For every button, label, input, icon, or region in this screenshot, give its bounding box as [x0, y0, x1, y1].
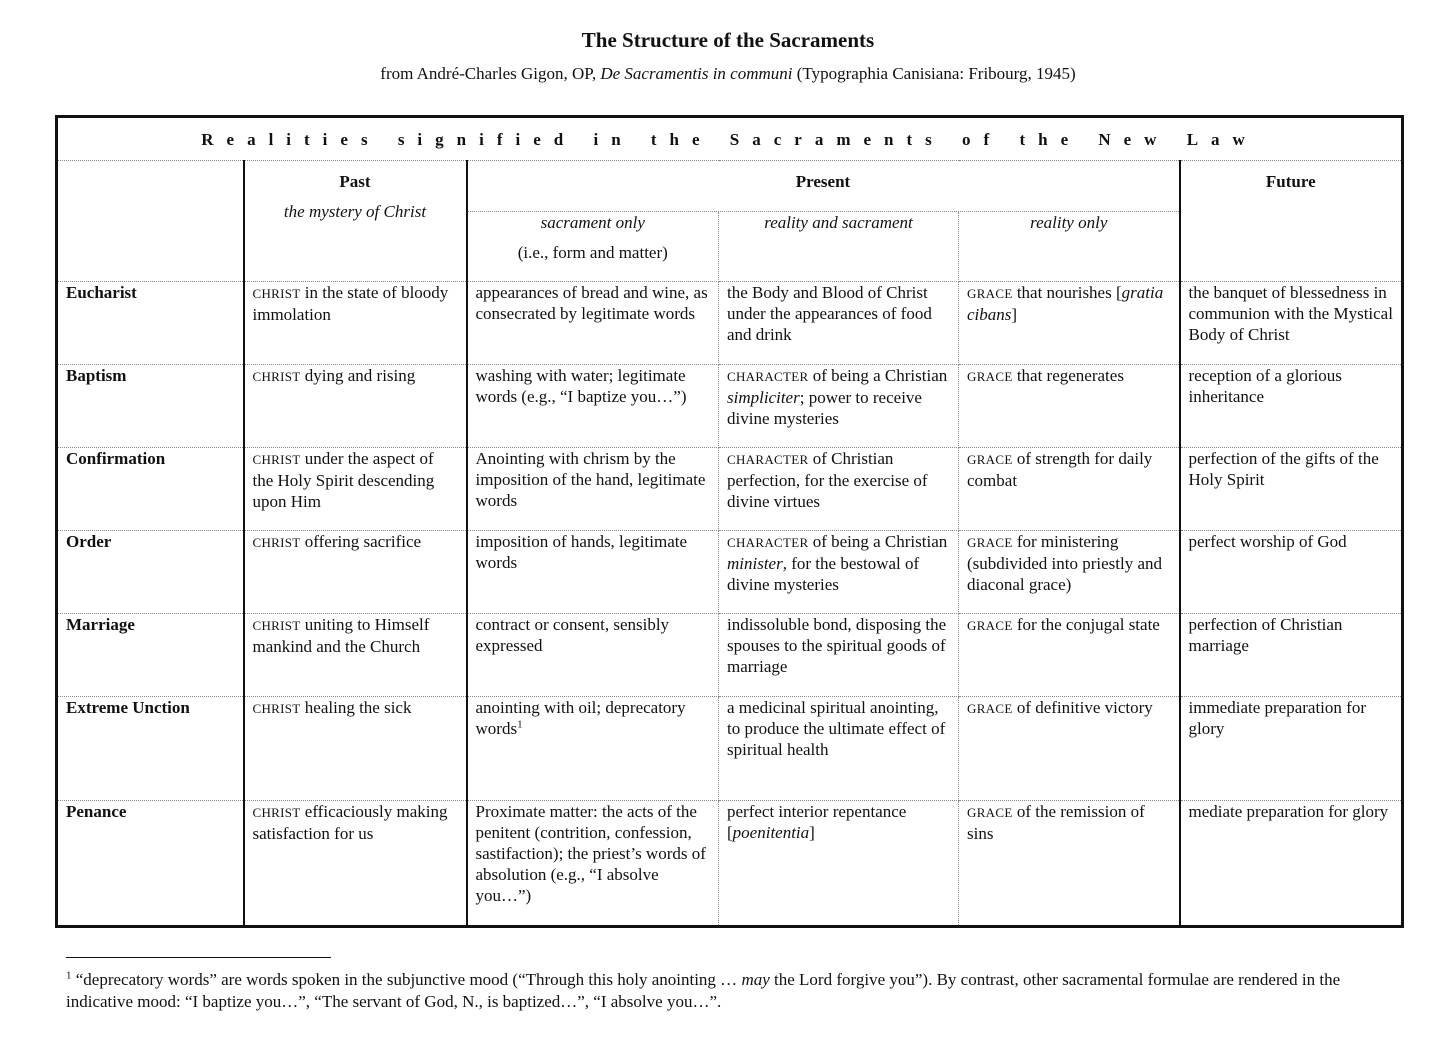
rs-smallcaps: CHARACTER	[727, 452, 809, 467]
rs-text-a: of being a Christian	[808, 532, 948, 551]
header-reality-only	[959, 212, 1180, 282]
cell-past	[244, 531, 467, 614]
cell-past	[244, 614, 467, 697]
past-text: uniting to Himself mankind and the Church	[252, 615, 430, 656]
cell-reality-only	[959, 614, 1180, 697]
ro-text: that nourishes [	[1012, 283, 1122, 302]
row-name: Marriage	[57, 614, 244, 697]
ro-smallcaps: GRACE	[967, 805, 1013, 820]
footnote-text-a: “deprecatory words” are words spoken in the subjunctive mood (“Through this holy anointing …	[71, 970, 742, 989]
cell-future: perfect worship of God	[1180, 531, 1403, 614]
cell-past	[244, 282, 467, 365]
footnote	[66, 969, 1396, 1013]
past-smallcaps: CHRIST	[252, 618, 301, 633]
cell-past	[244, 448, 467, 531]
ro-end: ]	[1011, 305, 1018, 324]
cell-past	[244, 801, 467, 927]
row-name: Penance	[57, 801, 244, 927]
past-text: offering sacrifice	[300, 532, 422, 551]
table-row	[57, 365, 1403, 448]
past-smallcaps: CHRIST	[252, 369, 301, 384]
header-reality-and-sacrament	[719, 212, 959, 282]
cell-future: perfection of the gifts of the Holy Spirit	[1180, 448, 1403, 531]
cell-future: perfection of Christian marriage	[1180, 614, 1403, 697]
subtitle-suffix: (Typographia Canisiana: Fribourg, 1945)	[792, 64, 1076, 83]
rs-italic: poenitentia	[732, 823, 810, 842]
table-banner: Realities signified in the Sacraments of the New Law	[57, 117, 1403, 161]
cell-sacrament: washing with water; legitimate words (e.g., “I baptize you…”)	[467, 365, 719, 448]
ro-text: that regenerates	[1012, 366, 1124, 385]
footnote-text-b: the Lord forgive you”). By contrast, other sacramental formulae are rendered in the indicative mood: “I baptize you…”, “The servant of God, N., is baptized…”, “I absolve you…”.	[66, 970, 1341, 1011]
past-smallcaps: CHRIST	[252, 286, 301, 301]
header-sacrament-only	[467, 212, 719, 282]
header-future: Future	[1180, 161, 1403, 282]
row-name: Eucharist	[57, 282, 244, 365]
footnote-rule	[66, 957, 331, 958]
ro-text: for the conjugal state	[1012, 615, 1160, 634]
cell-reality-only	[959, 697, 1180, 801]
cell-past	[244, 365, 467, 448]
ro-text: of definitive victory	[1012, 698, 1153, 717]
footnote-ref: 1	[517, 718, 523, 731]
past-text: healing the sick	[300, 698, 412, 717]
row-name: Order	[57, 531, 244, 614]
ro-smallcaps: GRACE	[967, 452, 1013, 467]
ro-smallcaps: GRACE	[967, 535, 1013, 550]
header-ro-label: reality only	[1030, 213, 1108, 232]
rs-italic: simpliciter	[727, 388, 800, 407]
cell-reality-only	[959, 531, 1180, 614]
cell-sacrament: imposition of hands, legitimate words	[467, 531, 719, 614]
past-text: dying and rising	[300, 366, 416, 385]
sacraments-table	[55, 115, 1404, 928]
past-smallcaps: CHRIST	[252, 452, 301, 467]
cell-sacrament	[467, 697, 719, 801]
cell-sacrament: Proximate matter: the acts of the penitent (contrition, confession, sastifaction); the priest’s words of absolution (e.g., “I absolve you…”)	[467, 801, 719, 927]
rs-smallcaps: CHARACTER	[727, 535, 809, 550]
rs-text-a: perfect interior repentance [	[727, 802, 907, 842]
rs-smallcaps: CHARACTER	[727, 369, 809, 384]
cell-reality-and-sacrament	[719, 531, 959, 614]
row-name: Extreme Unction	[57, 697, 244, 801]
rs-text-b: ; power to receive divine mysteries	[727, 388, 922, 428]
cell-sacrament: Anointing with chrism by the imposition of the hand, legitimate words	[467, 448, 719, 531]
header-past-label: Past	[339, 172, 371, 191]
past-text: efficaciously making satisfaction for us	[252, 802, 448, 843]
ro-italic: gratia cibans	[967, 283, 1164, 324]
cell-sacrament: appearances of bread and wine, as consecrated by legitimate words	[467, 282, 719, 365]
cell-future: mediate preparation for glory	[1180, 801, 1403, 927]
header-sacrament-only-label: sacrament only	[540, 213, 645, 232]
table-row	[57, 282, 1403, 365]
cell-reality-and-sacrament: the Body and Blood of Christ under the appearances of food and drink	[719, 282, 959, 365]
header-blank	[57, 161, 244, 282]
cell-past	[244, 697, 467, 801]
subtitle-prefix: from André-Charles Gigon, OP,	[380, 64, 601, 83]
page-title: The Structure of the Sacraments	[581, 28, 875, 52]
cell-reality-only	[959, 365, 1180, 448]
ro-text: of strength for daily combat	[967, 449, 1153, 490]
sacrament-text: anointing with oil; deprecatory words	[475, 698, 686, 738]
past-smallcaps: CHRIST	[252, 805, 301, 820]
table-row	[57, 801, 1403, 927]
past-smallcaps: CHRIST	[252, 701, 301, 716]
header-sacrament-only-note: (i.e., form and matter)	[517, 243, 668, 262]
table-row	[57, 448, 1403, 531]
row-name: Confirmation	[57, 448, 244, 531]
cell-reality-only	[959, 282, 1180, 365]
past-text: in the state of bloody immolation	[252, 283, 449, 324]
page-subtitle	[0, 64, 1456, 84]
ro-smallcaps: GRACE	[967, 618, 1013, 633]
rs-text-a: of Christian perfection, for the exercise of divine virtues	[727, 449, 928, 511]
table-row	[57, 697, 1403, 801]
past-text: under the aspect of the Holy Spirit descending upon Him	[252, 449, 435, 511]
row-name: Baptism	[57, 365, 244, 448]
ro-text: of the remission of sins	[967, 802, 1145, 843]
cell-future: reception of a glorious inheritance	[1180, 365, 1403, 448]
cell-reality-only	[959, 448, 1180, 531]
cell-future: the banquet of blessedness in communion with the Mystical Body of Christ	[1180, 282, 1403, 365]
ro-smallcaps: GRACE	[967, 369, 1013, 384]
rs-italic: minister	[727, 554, 783, 573]
past-smallcaps: CHRIST	[252, 535, 301, 550]
cell-reality-and-sacrament	[719, 448, 959, 531]
ro-smallcaps: GRACE	[967, 701, 1013, 716]
footnote-italic: may	[741, 970, 770, 989]
header-past-sub: the mystery of Christ	[283, 202, 427, 221]
rs-text-a: of being a Christian	[808, 366, 948, 385]
table-row	[57, 614, 1403, 697]
header-rs-label: reality and sacrament	[764, 213, 913, 232]
cell-reality-and-sacrament: indissoluble bond, disposing the spouses to the spiritual goods of marriage	[719, 614, 959, 697]
footnote-mark: 1	[66, 969, 72, 982]
header-present: Present	[467, 161, 1180, 212]
rs-end: ]	[809, 823, 815, 842]
cell-future: immediate preparation for glory	[1180, 697, 1403, 801]
cell-reality-and-sacrament	[719, 801, 959, 927]
rs-text-b: , for the bestowal of divine mysteries	[727, 554, 920, 594]
cell-reality-and-sacrament	[719, 365, 959, 448]
cell-reality-and-sacrament: a medicinal spiritual anointing, to produce the ultimate effect of spiritual health	[719, 697, 959, 801]
header-past	[244, 161, 467, 282]
table-row	[57, 531, 1403, 614]
subtitle-work: De Sacramentis in communi	[600, 64, 793, 83]
ro-smallcaps: GRACE	[967, 286, 1013, 301]
ro-text: for ministering (subdivided into priestly and diaconal grace)	[967, 532, 1163, 594]
cell-sacrament: contract or consent, sensibly expressed	[467, 614, 719, 697]
cell-reality-only	[959, 801, 1180, 927]
